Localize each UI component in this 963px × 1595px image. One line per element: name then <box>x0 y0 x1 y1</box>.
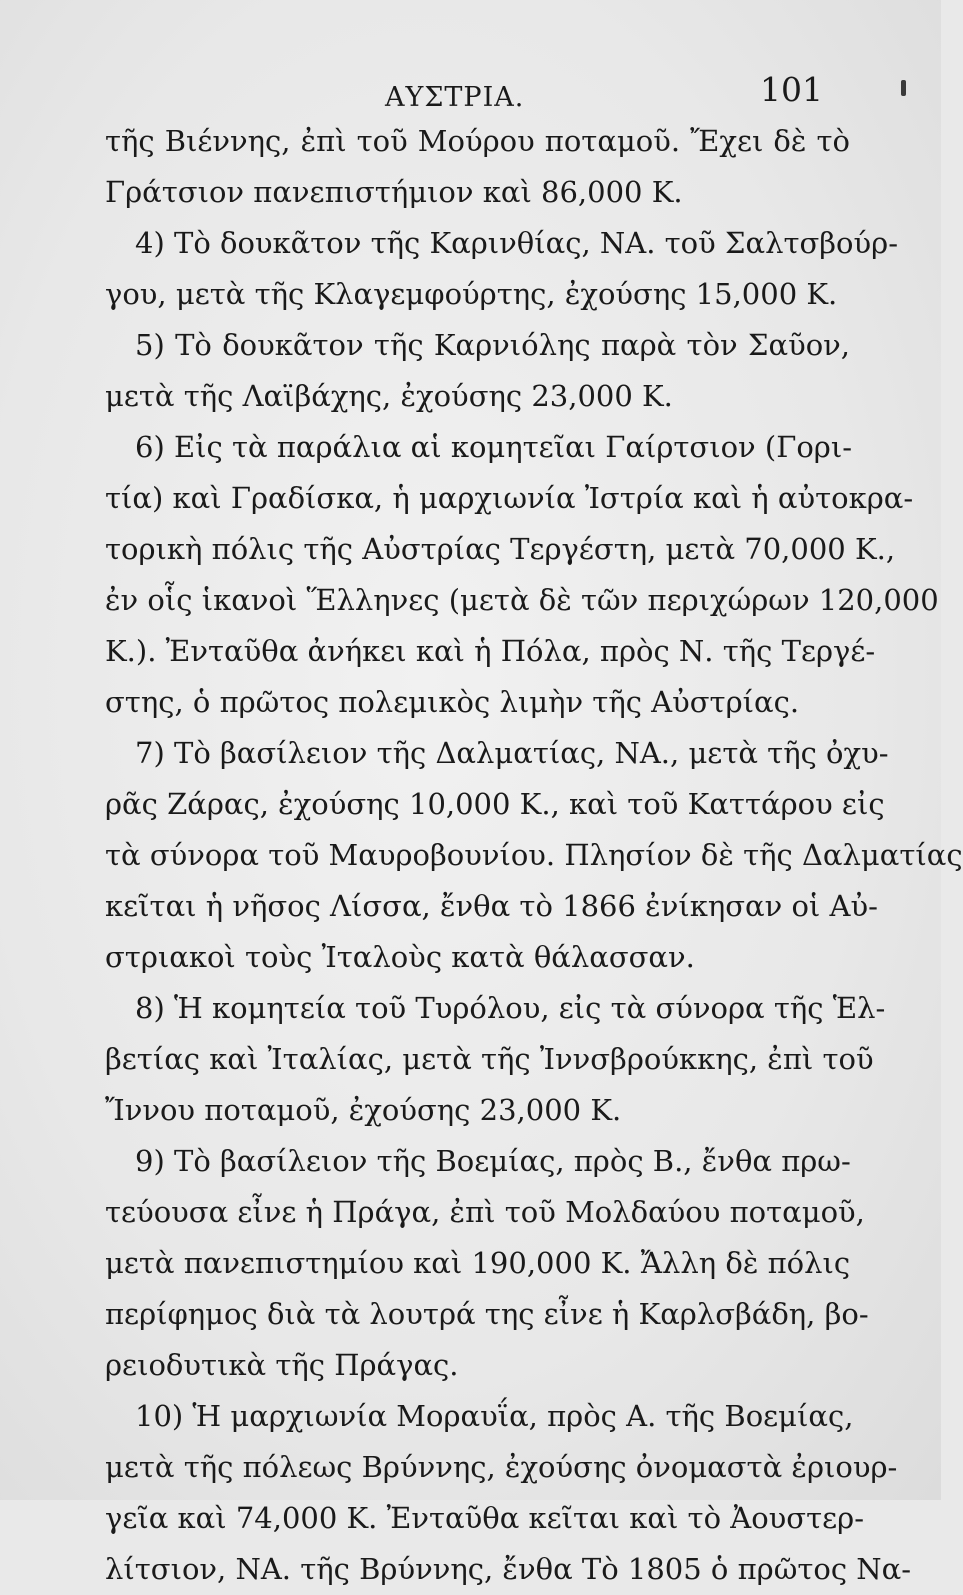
text-line: στης, ὁ πρῶτος πολεμικὸς λιμὴν τῆς Αὐστρίας. <box>105 685 800 719</box>
text-line: 4) Τὸ δουκᾶτον τῆς Καρινθίας, ΝΑ. τοῦ Σαλτσβούρ- <box>135 226 898 260</box>
text-line: 5) Τὸ δουκᾶτον τῆς Καρνιόλης παρὰ τὸν Σαῦον, <box>135 328 850 362</box>
page-number: 101 <box>760 70 823 109</box>
text-line: λίτσιον, ΝΑ. τῆς Βρύννης, ἔνθα Τὸ 1805 ὁ πρῶτος Να- <box>105 1552 912 1586</box>
text-line: ρειοδυτικὰ τῆς Πράγας. <box>105 1348 459 1382</box>
text-line: τεύουσα εἶνε ἡ Πράγα, ἐπὶ τοῦ Μολδαύου ποταμοῦ, <box>105 1195 865 1229</box>
text-line: 7) Τὸ βασίλειον τῆς Δαλματίας, ΝΑ., μετὰ τῆς ὀχυ- <box>135 736 889 770</box>
text-line: 10) Ἡ μαρχιωνία Μοραυΐα, πρὸς Α. τῆς Βοεμίας, <box>135 1399 854 1433</box>
text-line: Ἴννου ποταμοῦ, ἐχούσης 23,000 Κ. <box>105 1093 622 1127</box>
text-line: Γράτσιον πανεπιστήμιον καὶ 86,000 Κ. <box>105 175 683 209</box>
text-line: 6) Εἰς τὰ παράλια αἱ κομητεῖαι Γαίρτσιον (Γορι- <box>135 430 852 464</box>
text-line: τορικὴ πόλις τῆς Αὐστρίας Τεργέστη, μετὰ 70,000 Κ., <box>105 532 896 566</box>
text-line: γεῖα καὶ 74,000 Κ. Ἐνταῦθα κεῖται καὶ τὸ Ἀουστερ- <box>105 1501 864 1535</box>
text-line: ἐν οἷς ἱκανοὶ Ἕλληνες (μετὰ δὲ τῶν περιχώρων 120,000 <box>105 583 939 617</box>
text-line: 9) Τὸ βασίλειον τῆς Βοεμίας, πρὸς Β., ἔνθα πρω- <box>135 1144 851 1178</box>
page-edge-mark <box>901 80 906 96</box>
text-line: περίφημος διὰ τὰ λουτρά της εἶνε ἡ Καρλσβάδη, βο- <box>105 1297 869 1331</box>
text-line: 8) Ἡ κομητεία τοῦ Τυρόλου, εἰς τὰ σύνορα τῆς Ἑλ- <box>135 991 886 1025</box>
text-line: τία) καὶ Γραδίσκα, ἡ μαρχιωνία Ἰστρία καὶ ἡ αὐτοκρα- <box>105 481 914 515</box>
body-text <box>105 116 963 1595</box>
text-line: μετὰ τῆς Λαϊβάχης, ἐχούσης 23,000 Κ. <box>105 379 673 413</box>
text-line: γου, μετὰ τῆς Κλαγεμφούρτης, ἐχούσης 15,000 Κ. <box>105 277 838 311</box>
text-line: κεῖται ἡ νῆσος Λίσσα, ἔνθα τὸ 1866 ἐνίκησαν οἱ Αὐ- <box>105 889 878 923</box>
text-line: Κ.). Ἐνταῦθα ἀνήκει καὶ ἡ Πόλα, πρὸς Ν. τῆς Τεργέ- <box>105 634 876 668</box>
running-head: ΑΥΣΤΡΙΑ. <box>385 82 525 113</box>
text-line: τὰ σύνορα τοῦ Μαυροβουνίου. Πλησίον δὲ τῆς Δαλματίας <box>105 838 963 872</box>
text-line: ρᾶς Ζάρας, ἐχούσης 10,000 Κ., καὶ τοῦ Καττάρου εἰς <box>105 787 885 821</box>
text-line: μετὰ τῆς πόλεως Βρύννης, ἐχούσης ὀνομαστὰ ἐριουρ- <box>105 1450 898 1484</box>
text-line: μετὰ πανεπιστημίου καὶ 190,000 Κ. Ἄλλη δὲ πόλις <box>105 1246 851 1280</box>
text-line: βετίας καὶ Ἰταλίας, μετὰ τῆς Ἰννσβρούκκης, ἐπὶ τοῦ <box>105 1042 874 1076</box>
text-line: τῆς Βιέννης, ἐπὶ τοῦ Μούρου ποταμοῦ. Ἔχει δὲ τὸ <box>105 124 850 158</box>
text-line: στριακοὶ τοὺς Ἰταλοὺς κατὰ θάλασσαν. <box>105 940 695 974</box>
